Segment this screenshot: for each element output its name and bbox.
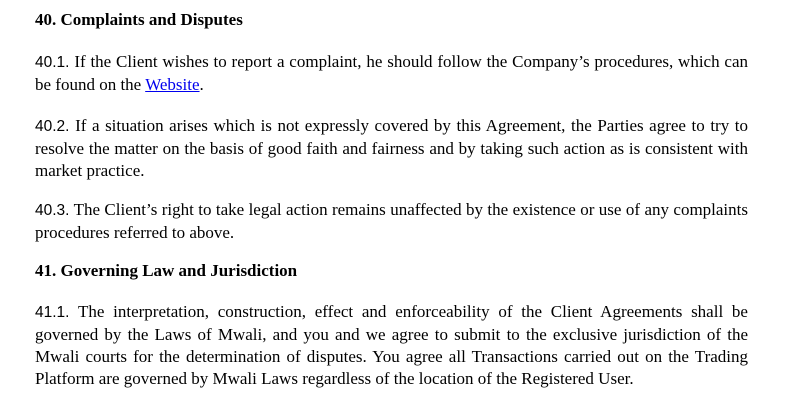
clause-text: If the Client wishes to report a complaint, he should follow the Company’s procedures, which can be found on the [35, 52, 749, 94]
clause-text: The interpretation, construction, effect and enforceability of the Client Agreements shall be governed by the Laws of Mwali, and you and we agree to submit to the exclusive jurisdiction of the Mwali courts for the determination of disputes. You agree all Transactions carried out on the Trading Platform are governed by Mwali Laws regardless of the location of the Registered User. [35, 302, 748, 388]
clause-number: 41.1. [35, 304, 70, 321]
website-link[interactable]: Website [145, 75, 200, 94]
section-heading-41: 41. Governing Law and Jurisdiction [35, 261, 298, 280]
section-heading-40: 40. Complaints and Disputes [35, 10, 243, 29]
clause-text: If a situation arises which is not expressly covered by this Agreement, the Parties agree to try to resolve the matter on the basis of good faith and fairness and by taking such action as is consistent with market practice. [35, 116, 748, 180]
clause-text: The Client’s right to take legal action remains unaffected by the existence or use of any complaints procedures referred to above. [35, 200, 748, 242]
clause-41-1 [35, 301, 748, 390]
clause-40-1 [35, 51, 748, 96]
clause-40-2 [35, 115, 748, 182]
clause-number: 40.3. [35, 202, 70, 219]
clause-40-3 [35, 199, 748, 244]
clause-number: 40.1. [35, 54, 70, 71]
clause-number: 40.2. [35, 118, 70, 135]
clause-text-end: . [199, 75, 204, 94]
